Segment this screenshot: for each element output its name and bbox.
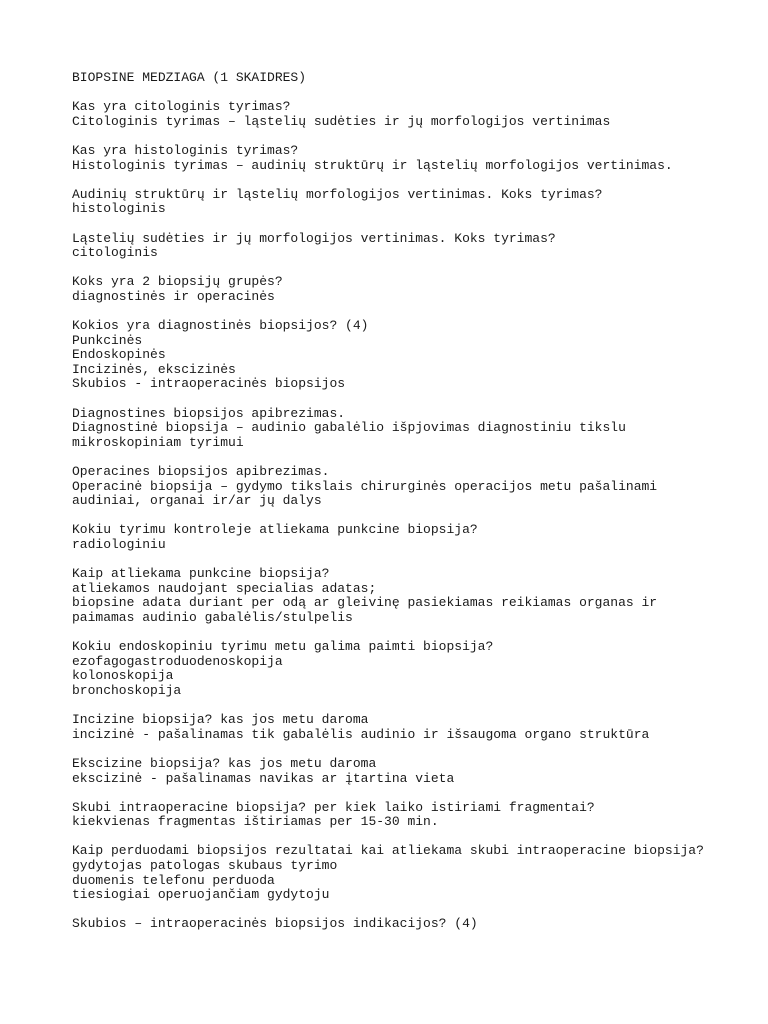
answer-line: atliekamos naudojant specialias adatas; [72,580,377,596]
answer-line: tiesiogiai operuojančiam gydytoju [72,887,330,903]
question-line: Kaip atliekama punkcine biopsija? [72,566,330,582]
qa-block [72,844,752,902]
qa-block [72,275,752,304]
answer-line: Diagnostinė biopsija – audinio gabalėlio išpjovimas diagnostiniu tikslu [72,420,626,436]
qa-block [72,319,752,392]
answer-line: audiniai, organai ir/ar jų dalys [72,493,322,509]
document-title: BIOPSINE MEDZIAGA (1 SKAIDRES) [72,70,307,85]
answer-line: citologinis [72,245,158,261]
question-line: Ekscizine biopsija? kas jos metu daroma [72,755,377,771]
answer-line: gydytojas patologas skubaus tyrimo [72,858,338,874]
answer-line: duomenis telefonu perduoda [72,872,275,888]
answer-line: radiologiniu [72,537,166,552]
question-line: Operacines biopsijos apibrezimas. [72,464,330,480]
question-line: Kas yra histologinis tyrimas? [72,142,299,158]
question-line: Audinių struktūrų ir ląstelių morfologijos vertinimas. Koks tyrimas? [72,186,603,202]
answer-line: incizinė - pašalinamas tik gabalėlis audinio ir išsaugoma organo struktūra [72,726,650,742]
answer-line: ezofagogastroduodenoskopija [72,653,283,669]
question-line: Diagnostines biopsijos apibrezimas. [72,405,346,421]
answer-line: paimamas audinio gabalėlis/stulpelis [72,609,353,625]
qa-block [72,757,752,786]
question-line: Kokiu tyrimu kontroleje atliekama punkcine biopsija? [72,522,478,538]
qa-block [72,713,752,742]
question-line: Kas yra citologinis tyrimas? [72,99,291,115]
question-list [72,100,752,932]
answer-line: Operacinė biopsija – gydymo tikslais chirurginės operacijos metu pašalinami [72,478,658,494]
answer-line: Citologinis tyrimas – ląstelių sudėties ir jų morfologijos vertinimas [72,113,611,129]
answer-line: bronchoskopija [72,682,182,698]
answer-line: Incizinės, ekscizinės [72,361,236,377]
answer-line: Endoskopinės [72,347,166,363]
qa-block [72,144,752,173]
qa-block [72,801,752,830]
answer-line: Histologinis tyrimas – audinių struktūrų ir ląstelių morfologijos vertinimas. [72,157,673,173]
question-line: Kokiu endoskopiniu tyrimu metu galima paimti biopsija? [72,639,494,655]
answer-line: diagnostinės ir operacinės [72,288,275,304]
answer-line: ekscizinė - pašalinamas navikas ar įtartina vieta [72,770,455,786]
qa-block [72,917,752,932]
answer-line: kolonoskopija [72,668,174,684]
answer-line: biopsine adata duriant per odą ar gleivinę pasiekiamas reikiamas organas ir [72,595,658,611]
qa-block [72,523,752,552]
qa-block [72,188,752,217]
qa-block [72,465,752,509]
document-page [72,71,752,947]
qa-block [72,232,752,261]
question-line: Kaip perduodami biopsijos rezultatai kai atliekama skubi intraoperacine biopsija? [72,843,704,859]
qa-block [72,567,752,625]
answer-line: histologinis [72,201,166,217]
answer-line: Skubios - intraoperacinės biopsijos [72,376,346,392]
question-line: Skubios – intraoperacinės biopsijos indikacijos? (4) [72,916,478,932]
qa-block [72,640,752,698]
answer-line: mikroskopiniam tyrimui [72,434,244,450]
answer-line: Punkcinės [72,332,143,348]
qa-block [72,100,752,129]
answer-line: kiekvienas fragmentas ištiriamas per 15-30 min. [72,814,439,830]
qa-block [72,407,752,451]
question-line: Incizine biopsija? kas jos metu daroma [72,712,369,728]
question-line: Koks yra 2 biopsijų grupės? [72,274,283,290]
question-line: Skubi intraoperacine biopsija? per kiek laiko istiriami fragmentai? [72,799,595,815]
question-line: Kokios yra diagnostinės biopsijos? (4) [72,318,369,334]
question-line: Ląstelių sudėties ir jų morfologijos vertinimas. Koks tyrimas? [72,230,556,246]
